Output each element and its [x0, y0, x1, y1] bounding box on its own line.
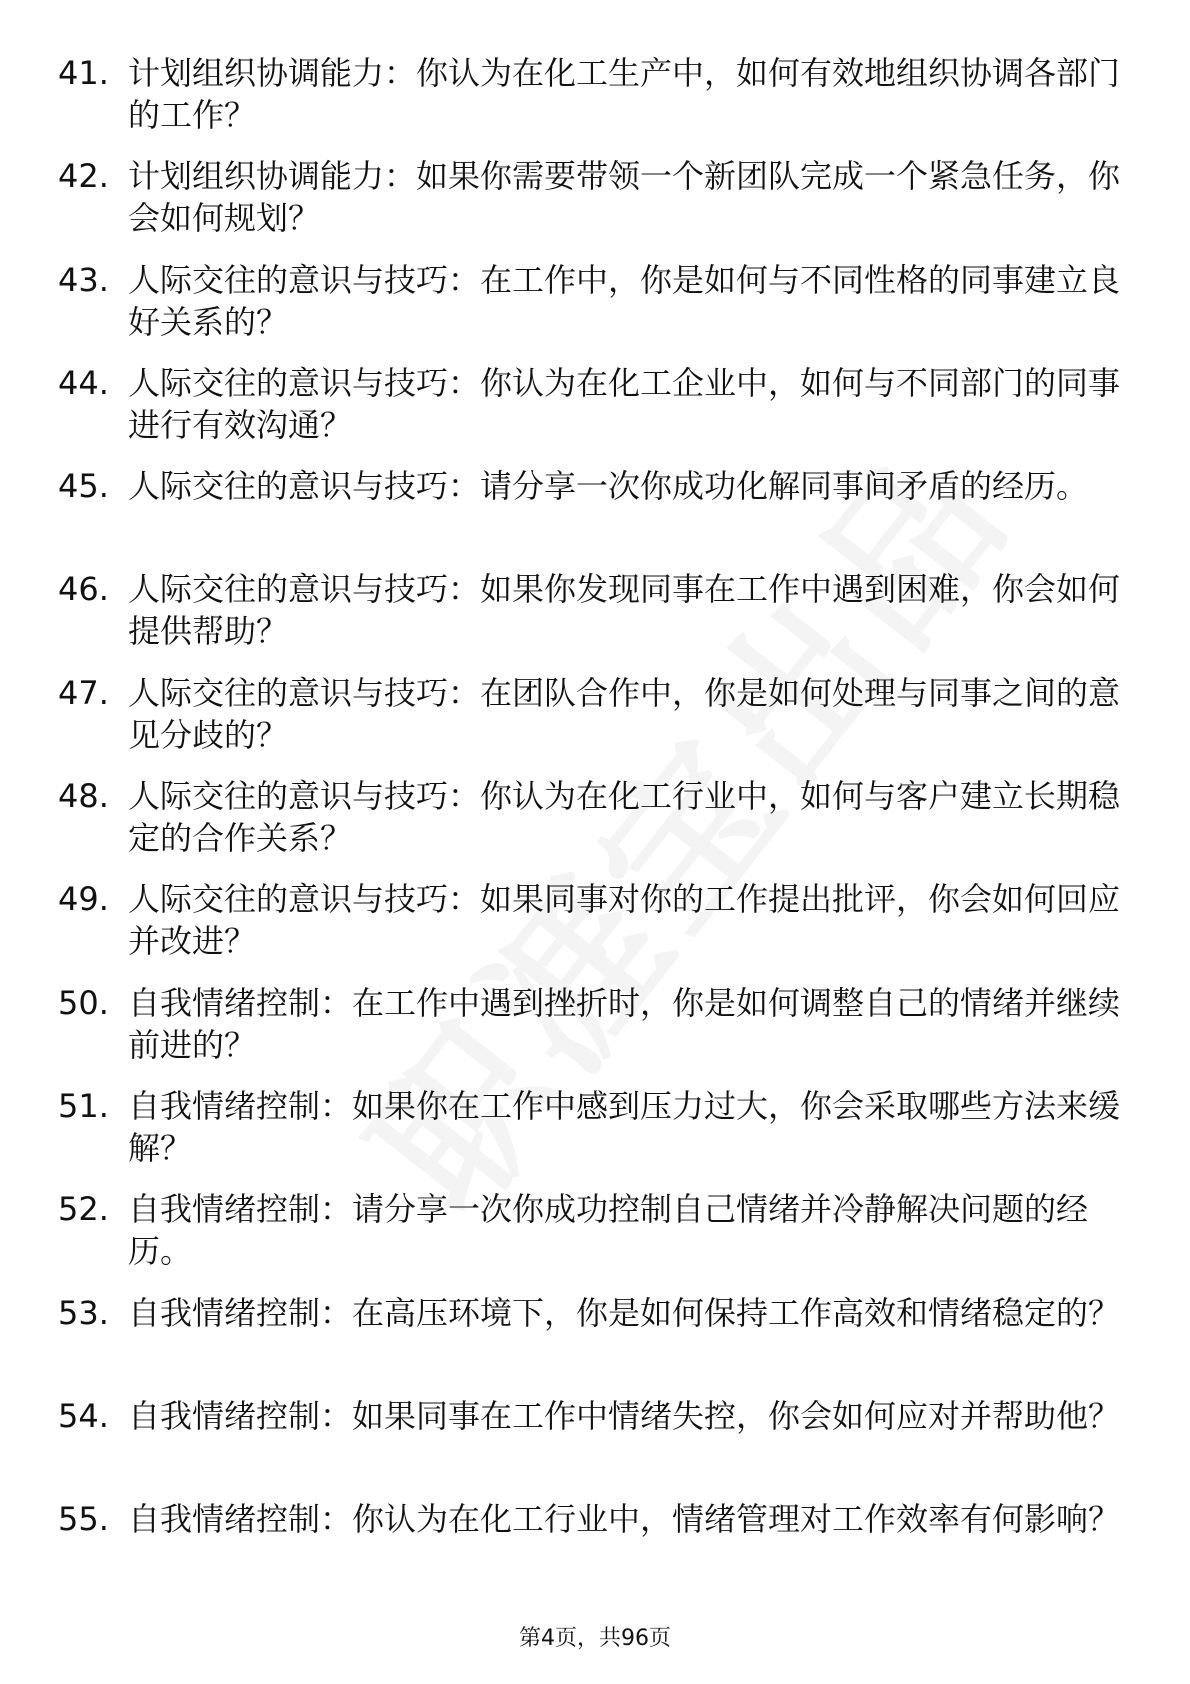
question-item	[0, 775, 1190, 878]
question-number: 45.	[58, 467, 109, 506]
question-text: 人际交往的意识与技巧：你认为在化工企业中，如何与不同部门的同事进行有效沟通？	[128, 363, 1121, 444]
question-number: 48.	[58, 777, 109, 816]
question-text: 自我情绪控制：如果你在工作中感到压力过大，你会采取哪些方法来缓解？	[128, 1086, 1121, 1167]
question-number: 50.	[58, 983, 109, 1022]
question-text: 人际交往的意识与技巧：请分享一次你成功化解同事间矛盾的经历。	[128, 467, 1089, 506]
page-number-label: 第4页，共96页	[519, 1626, 671, 1651]
question-text: 计划组织协调能力：你认为在化工生产中，如何有效地组织协调各部门的工作？	[128, 54, 1121, 134]
question-text: 自我情绪控制：在高压环境下，你是如何保持工作高效和情绪稳定的？	[128, 1293, 1121, 1332]
question-text: 人际交往的意识与技巧：如果你发现同事在工作中遇到困难，你会如何提供帮助？	[128, 570, 1121, 651]
question-text: 人际交往的意识与技巧：你认为在化工行业中，如何与客户建立长期稳定的合作关系？	[128, 777, 1121, 858]
question-item	[0, 982, 1190, 1085]
question-text: 人际交往的意识与技巧：如果同事对你的工作提出批评，你会如何回应并改进？	[128, 880, 1121, 961]
question-item	[0, 362, 1190, 465]
question-number: 41.	[58, 54, 109, 92]
question-text: 自我情绪控制：请分享一次你成功控制自己情绪并冷静解决问题的经历。	[128, 1190, 1089, 1271]
question-item	[0, 1292, 1190, 1395]
question-item	[0, 568, 1190, 671]
question-number: 55.	[58, 1500, 109, 1539]
question-item	[0, 465, 1190, 568]
question-number: 47.	[58, 673, 109, 712]
question-item	[0, 1395, 1190, 1498]
question-item	[0, 1085, 1190, 1188]
question-item	[0, 52, 1190, 155]
question-number: 52.	[58, 1190, 109, 1229]
question-item	[0, 1188, 1190, 1291]
question-number: 42.	[58, 157, 109, 196]
question-text: 自我情绪控制：如果同事在工作中情绪失控，你会如何应对并帮助他？	[128, 1396, 1121, 1435]
question-text: 计划组织协调能力：如果你需要带领一个新团队完成一个紧急任务，你会如何规划？	[128, 157, 1121, 238]
question-item	[0, 672, 1190, 775]
question-number: 49.	[58, 880, 109, 919]
question-number: 54.	[58, 1396, 109, 1435]
question-item	[0, 878, 1190, 981]
question-text: 人际交往的意识与技巧：在团队合作中，你是如何处理与同事之间的意见分歧的？	[128, 673, 1121, 754]
question-number: 46.	[58, 570, 109, 609]
question-number: 44.	[58, 363, 109, 402]
question-text: 自我情绪控制：你认为在化工行业中，情绪管理对工作效率有何影响？	[128, 1500, 1121, 1539]
question-number: 53.	[58, 1293, 109, 1332]
question-item	[0, 155, 1190, 258]
page-footer	[0, 1625, 1190, 1653]
question-list	[0, 52, 1190, 1601]
question-number: 43.	[58, 260, 109, 299]
question-text: 人际交往的意识与技巧：在工作中，你是如何与不同性格的同事建立良好关系的？	[128, 260, 1121, 341]
question-item	[0, 1498, 1190, 1601]
question-text: 自我情绪控制：在工作中遇到挫折时，你是如何调整自己的情绪并继续前进的？	[128, 983, 1121, 1064]
question-number: 51.	[58, 1086, 109, 1125]
question-item	[0, 259, 1190, 362]
